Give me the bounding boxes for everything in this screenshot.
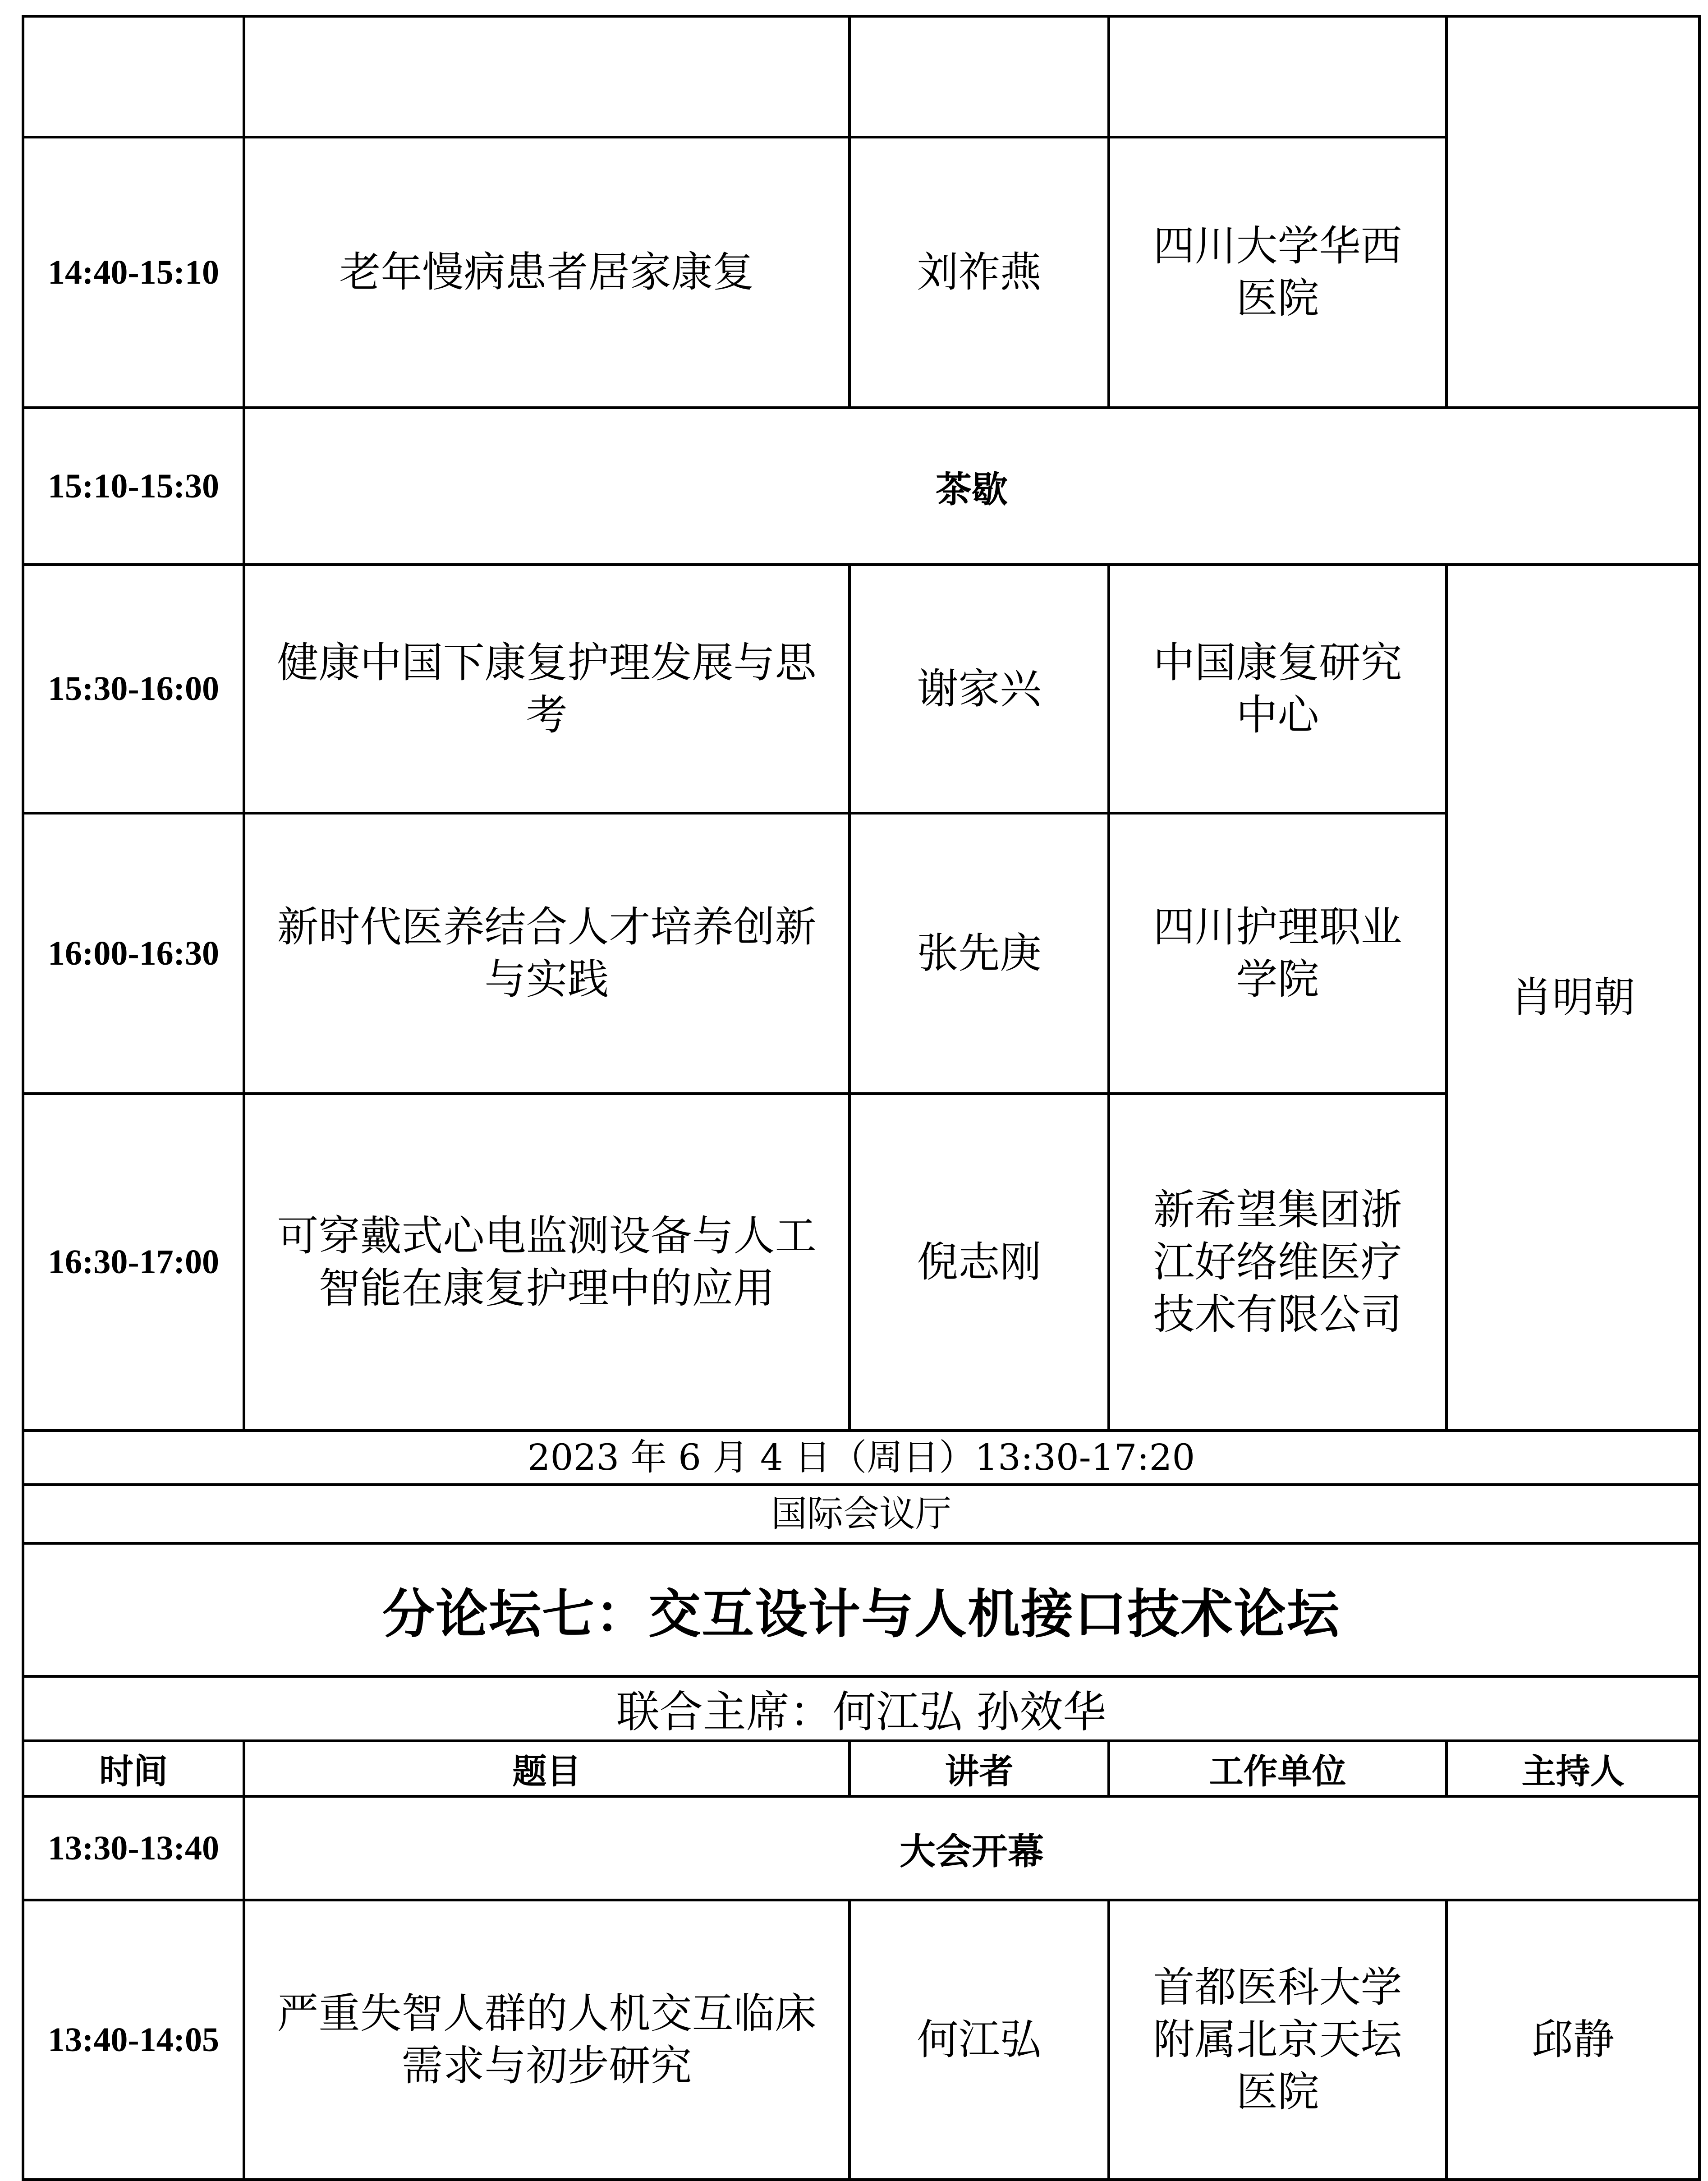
topic-cell: 老年慢病患者居家康复 [244, 137, 849, 408]
time-cell: 15:10-15:30 [23, 408, 244, 565]
topic-cell: 严重失智人群的人机交互临床需求与初步研究 [244, 1900, 849, 2180]
table-row [23, 565, 1699, 813]
host-cell: 邱静 [1446, 1900, 1699, 2180]
time-cell: 16:00-16:30 [23, 813, 244, 1094]
speaker-cell: 谢家兴 [849, 565, 1109, 813]
break-row [23, 408, 1699, 565]
header-time: 时间 [23, 1741, 244, 1796]
table-row [23, 1900, 1699, 2180]
forum-venue: 国际会议厅 [23, 1485, 1699, 1543]
host-cell [1446, 16, 1699, 408]
forum-datetime: 2023 年 6 月 4 日（周日）13:30-17:20 [23, 1431, 1699, 1485]
header-speaker: 讲者 [849, 1741, 1109, 1796]
host-cell: 肖明朝 [1446, 565, 1699, 1431]
topic-cell: 健康中国下康复护理发展与思考 [244, 565, 849, 813]
schedule-table [22, 15, 1701, 2181]
header-topic: 题目 [244, 1741, 849, 1796]
header-org: 工作单位 [1109, 1741, 1446, 1796]
org-cell: 首都医科大学附属北京天坛医院 [1109, 1900, 1446, 2180]
table-row [23, 16, 1699, 137]
topic-cell: 新时代医养结合人才培养创新与实践 [244, 813, 849, 1094]
break-label: 茶歇 [244, 408, 1699, 565]
speaker-cell: 刘祚燕 [849, 137, 1109, 408]
org-cell: 新希望集团浙江好络维医疗技术有限公司 [1109, 1094, 1446, 1431]
header-row [23, 1741, 1699, 1796]
org-cell: 四川护理职业学院 [1109, 813, 1446, 1094]
topic-cell [244, 16, 849, 137]
forum-chairs-row [23, 1676, 1699, 1741]
forum-datetime-row [23, 1431, 1699, 1485]
time-cell: 13:30-13:40 [23, 1796, 244, 1900]
speaker-cell [849, 16, 1109, 137]
speaker-cell: 张先庚 [849, 813, 1109, 1094]
org-cell: 四川大学华西医院 [1109, 137, 1446, 408]
time-cell [23, 16, 244, 137]
speaker-cell: 倪志刚 [849, 1094, 1109, 1431]
org-cell [1109, 16, 1446, 137]
time-cell: 16:30-17:00 [23, 1094, 244, 1431]
forum-title-row [23, 1543, 1699, 1676]
time-cell: 13:40-14:05 [23, 1900, 244, 2180]
time-cell: 14:40-15:10 [23, 137, 244, 408]
forum-venue-row [23, 1485, 1699, 1543]
forum-title: 分论坛七：交互设计与人机接口技术论坛 [23, 1543, 1699, 1676]
topic-cell: 可穿戴式心电监测设备与人工智能在康复护理中的应用 [244, 1094, 849, 1431]
forum-chairs: 联合主席：何江弘 孙效华 [23, 1676, 1699, 1741]
time-cell: 15:30-16:00 [23, 565, 244, 813]
speaker-cell: 何江弘 [849, 1900, 1109, 2180]
opening-label: 大会开幕 [244, 1796, 1699, 1900]
header-host: 主持人 [1446, 1741, 1699, 1796]
org-cell: 中国康复研究中心 [1109, 565, 1446, 813]
opening-row [23, 1796, 1699, 1900]
